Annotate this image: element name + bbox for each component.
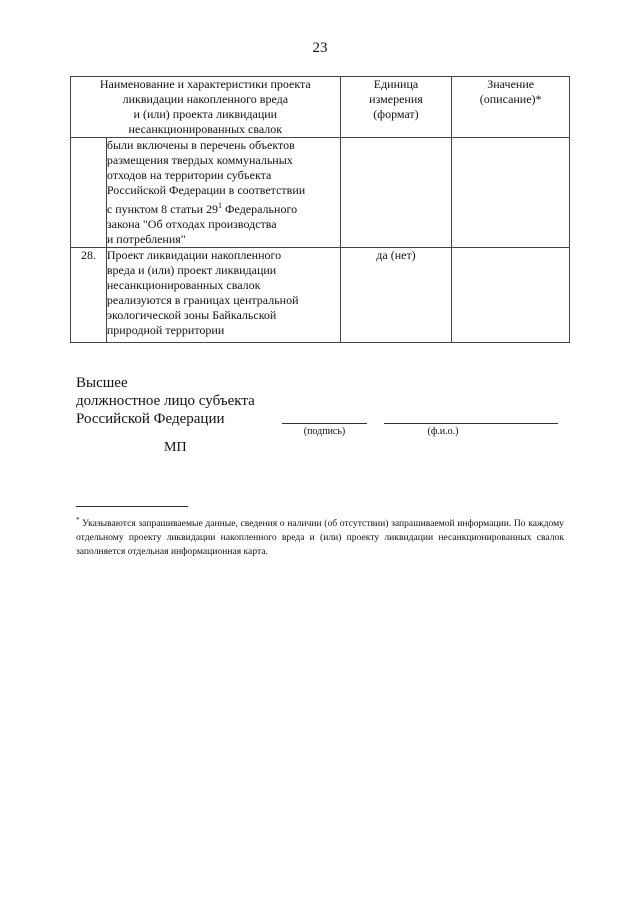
row-name-line: и потребления" xyxy=(106,232,186,246)
row-name-line: Российской Федерации в соответствии xyxy=(106,183,306,197)
row-name-line: размещения твердых коммунальных xyxy=(106,153,293,167)
row-name-line: вреда и (или) проект ликвидации xyxy=(106,263,277,277)
header-unit-line: измерения xyxy=(369,92,423,106)
row-name-line: отходов на территории субъекта xyxy=(106,168,272,182)
row-name-line: экологической зоны Байкальской xyxy=(106,308,277,322)
header-unit-cell xyxy=(340,77,452,138)
row-name-line: Проект ликвидации накопленного xyxy=(106,248,282,262)
row-name-line: несанкционированных свалок xyxy=(106,278,261,292)
signature-line xyxy=(282,423,367,424)
header-name-line: ликвидации накопленного вреда xyxy=(122,92,289,106)
info-card-table xyxy=(70,76,570,343)
footnote-divider xyxy=(76,506,188,507)
header-value-cell xyxy=(452,77,570,138)
header-unit-line: Единица xyxy=(373,77,419,91)
header-name-line: и (или) проекта ликвидации xyxy=(133,107,278,121)
header-name-line: Наименование и характеристики проекта xyxy=(99,77,311,91)
header-name-cell xyxy=(71,77,341,138)
header-name-line: несанкционированных свалок xyxy=(128,122,283,136)
row-name-text: с пунктом 8 статьи 29 xyxy=(106,202,219,216)
row-number-cell: 28. xyxy=(71,248,107,343)
row-unit-cell: да (нет) xyxy=(340,248,452,343)
row-name-line: реализуются в границах центральной xyxy=(106,293,299,307)
row-name-line: закона "Об отходах производства xyxy=(106,217,277,231)
row-name-cell xyxy=(106,248,340,343)
full-name-caption: (ф.и.о.) xyxy=(427,426,459,437)
row-number-cell xyxy=(71,138,107,248)
row-name-cell xyxy=(106,138,340,248)
table-row xyxy=(71,248,570,343)
footnote-superscript: 1 xyxy=(218,201,223,210)
row-name-text: Федерального xyxy=(225,202,298,216)
row-value-cell xyxy=(452,248,570,343)
row-name-line xyxy=(107,198,340,217)
header-unit-line: (формат) xyxy=(373,107,419,121)
row-name-line: были включены в перечень объектов xyxy=(106,138,295,152)
page-number: 23 xyxy=(312,40,328,56)
row-value-cell xyxy=(452,138,570,248)
footnote-marker: * xyxy=(76,516,80,524)
full-name-line xyxy=(384,423,558,424)
header-value-line: Значение xyxy=(487,77,535,91)
footnote-text: Указываются запрашиваемые данные, сведения о наличии (об отсутствии) запрашиваемой информации. По каждому отдельному проекту ликвидации накопленного вреда и (или) проекту ликвидации несанкционированных свалок заполняется отдельная информационная карта. xyxy=(76,518,564,558)
signatory-title-line: Российской Федерации xyxy=(76,411,225,427)
footnote xyxy=(76,513,564,559)
signatory-title xyxy=(76,374,255,428)
signature-caption: (подпись) xyxy=(303,426,346,437)
table-header-row xyxy=(71,77,570,138)
stamp-placeholder: МП xyxy=(164,440,187,455)
row-unit-cell xyxy=(340,138,452,248)
table-row xyxy=(71,138,570,248)
signatory-title-line: Высшее xyxy=(76,375,128,391)
header-value-line: (описание)* xyxy=(479,92,542,106)
row-name-line: природной территории xyxy=(106,323,225,337)
signatory-title-line: должностное лицо субъекта xyxy=(76,393,255,409)
